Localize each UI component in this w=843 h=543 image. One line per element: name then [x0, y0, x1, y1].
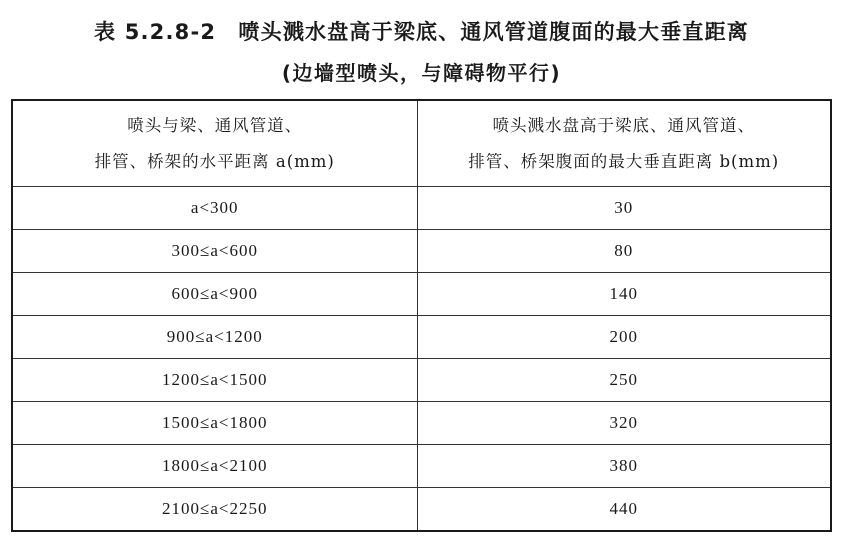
- table-row: [12, 488, 831, 532]
- table-row: [12, 273, 831, 316]
- table-row: [12, 359, 831, 402]
- cell-horizontal-distance: 300≤a<600: [12, 230, 417, 273]
- table-title: 表 5.2.8-2 喷头溅水盘高于梁底、通风管道腹面的最大垂直距离: [93, 20, 750, 44]
- header-horizontal-distance-line2: 排管、桥架的水平距离 a(mm): [94, 151, 335, 171]
- cell-horizontal-distance: 900≤a<1200: [12, 316, 417, 359]
- header-vertical-distance: [417, 100, 831, 187]
- cell-vertical-distance: 200: [417, 316, 831, 359]
- header-horizontal-distance: [12, 100, 417, 187]
- table-row: [12, 445, 831, 488]
- cell-horizontal-distance: 2100≤a<2250: [12, 488, 417, 532]
- header-horizontal-distance-line1: 喷头与梁、通风管道、: [127, 115, 303, 135]
- cell-horizontal-distance: 1800≤a<2100: [12, 445, 417, 488]
- distance-table: [11, 99, 832, 532]
- cell-horizontal-distance: a<300: [12, 187, 417, 230]
- cell-horizontal-distance: 600≤a<900: [12, 273, 417, 316]
- table-row: [12, 402, 831, 445]
- table-subtitle: (边墙型喷头，与障碍物平行): [281, 61, 562, 85]
- table-row: [12, 230, 831, 273]
- cell-horizontal-distance: 1500≤a<1800: [12, 402, 417, 445]
- cell-vertical-distance: 140: [417, 273, 831, 316]
- header-vertical-distance-line2: 排管、桥架腹面的最大垂直距离 b(mm): [468, 151, 780, 171]
- cell-vertical-distance: 80: [417, 230, 831, 273]
- cell-vertical-distance: 380: [417, 445, 831, 488]
- table-header: [12, 100, 831, 187]
- cell-vertical-distance: 250: [417, 359, 831, 402]
- table-body: [12, 187, 831, 532]
- header-row: [12, 100, 831, 187]
- table-row: [12, 316, 831, 359]
- cell-vertical-distance: 320: [417, 402, 831, 445]
- cell-vertical-distance: 440: [417, 488, 831, 532]
- cell-vertical-distance: 30: [417, 187, 831, 230]
- header-vertical-distance-line1: 喷头溅水盘高于梁底、通风管道、: [492, 115, 755, 135]
- table-row: [12, 187, 831, 230]
- cell-horizontal-distance: 1200≤a<1500: [12, 359, 417, 402]
